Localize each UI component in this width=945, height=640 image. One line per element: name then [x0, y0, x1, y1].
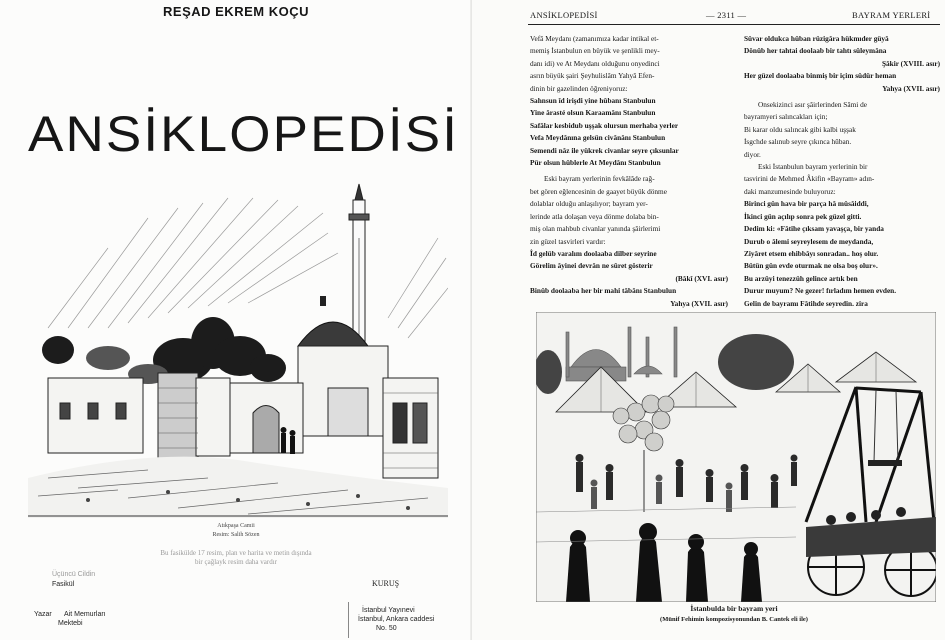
publisher-divider: [348, 602, 349, 638]
page-number: — 2311 —: [706, 10, 747, 20]
text-line: İkinci gün açılıp sonra pek güzel gitti.: [744, 211, 862, 221]
text-line: daki manzumesinde buluyoruz:: [744, 186, 836, 196]
bayram-fair-illustration: [536, 312, 936, 602]
text-line: memiş İstanbulun en büyük ve şenlikli mey-: [530, 46, 660, 56]
publisher-right-1: İstanbul Yayınevi: [362, 607, 415, 614]
text-line: lerinde atla dolaşan veya dönme dolaba bin-: [530, 211, 659, 221]
publisher-left-1: Yazar: [34, 611, 52, 618]
text-line: danı idi) ve At Meydanı olduğunu onyedinci: [530, 58, 660, 68]
publisher-left-2: Ait Memurları: [64, 611, 106, 618]
text-line: (Bâkî (XVI. asır): [675, 273, 728, 283]
text-line: Ziyâret etsem ehibbâyı sonradan.. hoş olur.: [744, 248, 879, 258]
fascicle-label: Üçüncü Cildin: [52, 571, 96, 578]
text-line: Vefâ Meydanı (zamanımıza kadar intikal et-: [530, 34, 659, 43]
header-rule: [528, 24, 940, 25]
text-line: Şâkir (XVIII. asır): [881, 58, 940, 68]
fascicle-note-line1: Bu fasikülde 17 resim, plan ve harita ve metin dışında: [160, 549, 312, 557]
price-label: KURUŞ: [372, 579, 400, 588]
text-column-left: [530, 33, 728, 310]
text-line: Yahya (XVII. asır): [882, 83, 940, 93]
illustration-caption-title: Atıkpaşa Camii: [217, 523, 255, 529]
mosque-illustration: [28, 178, 448, 518]
text-line: Bütün gün evde oturmak ne olsa boş olur».: [744, 261, 878, 271]
text-line: Safâlar kesbidub uşşak olursun merhaba yerler: [530, 120, 679, 130]
text-line: Her güzel doolaaba binmiş bir içim südür heman: [744, 71, 897, 81]
author-name: REŞAD EKREM KOÇU: [163, 4, 309, 19]
text-line: asrın büyük şairi Şeyhulislâm Yahyâ Efen-: [530, 71, 655, 81]
text-line: Görelim âyinei devrân ne sûret gösterir: [530, 261, 653, 271]
text-line: Vefa Meydânına gelsün civânânı Stanbulun: [530, 133, 666, 143]
text-line: Yine ârasté olsun Karaamânı Stanbulun: [530, 108, 656, 118]
text-line: Îd gelüb varalım doolaaba dilber seyrine: [530, 248, 657, 258]
illustration-caption-title: İstanbulda bir bayram yeri: [690, 604, 778, 613]
text-line: Durur muyum? Ne gezer! fırladım hemen evden.: [744, 286, 897, 296]
publisher-left-3: Mektebi: [58, 620, 83, 627]
publisher-right-2: İstanbul, Ankara caddesi: [358, 616, 435, 623]
text-line: diyor.: [744, 149, 761, 159]
text-line: Semendi nâz ile yükrek civanlar seyre çıksunlar: [530, 145, 679, 155]
text-line: miş olan mahbub civanlar yanında şâirlerimi: [530, 224, 661, 234]
illustration-caption-credit: (Münif Fehimin kompozisyonundan B. Cantek eli ile): [660, 616, 808, 623]
text-line: İsgchde salınub seyre çıkınca hûban.: [744, 137, 852, 147]
text-line: Sahnsun îd irişdi yine hûbanı Stanbulun: [530, 96, 656, 106]
running-header-left: ANSİKLOPEDİSİ: [530, 10, 598, 20]
text-line: Dönüb her tahtai doolaab bir tahtı süleymâna: [744, 46, 887, 56]
text-line: Yahya (XVII. asır): [670, 298, 728, 308]
text-line: dolablar olduğu anlaşılıyor; bayram yer-: [530, 199, 648, 209]
text-line: bet gören eğlencesinin de gaayet büyük dönme: [530, 186, 667, 196]
left-page-cover: [0, 0, 472, 640]
text-line: Birinci gün hava bir parça hâ müsâiddi,: [744, 199, 869, 209]
text-line: bayramyeri salıncakları için;: [744, 112, 828, 122]
text-column-right: [744, 33, 940, 322]
text-line: tasvirini de Mehmed Âkifin «Bayram» adın-: [744, 174, 875, 184]
text-line: Onsekizinci asır şâirlerinden Sâmi de: [758, 100, 868, 110]
text-line: Binüb doolaaba her bir mahi tâbânı Stanbulun: [530, 286, 677, 296]
illustration-caption-credit: Resim: Salih Sözen: [212, 532, 260, 538]
text-line: Süvar oldukca hûban rüzigâra hükmıder güyâ: [744, 34, 889, 43]
text-line: Gelin de bayramı Fâtihde seyredin. zira: [744, 298, 868, 308]
text-line: Eski bayram yerlerinin fevkâlâde rağ-: [544, 174, 655, 184]
text-line: Pür olsun hûblerle At Meydânı Stanbulun: [530, 158, 661, 168]
text-line: Eski İstanbulun bayram yerlerinin bir: [758, 162, 868, 172]
text-line: Durub o âlemi seyreylesem de meydanda,: [744, 236, 874, 246]
encyclopedia-title: ANSİKLOPEDİSİ: [28, 106, 460, 162]
text-line: Bu arzûyi tenezzüh gelince artık ben: [744, 273, 858, 283]
running-header-right: BAYRAM YERLERİ: [852, 10, 931, 20]
text-line: Dedim ki: «Fâtihe çıksam yavaşça, bir yanda: [744, 224, 884, 234]
publisher-right-3: No. 50: [376, 625, 397, 632]
fascicle-word: Fasikül: [52, 581, 75, 588]
text-line: dinin bir gazelinden öğreniyoruz:: [530, 83, 628, 93]
text-line: Bi karar oldu salıncak gibi kalbi uşşak: [744, 124, 856, 134]
fascicle-note-line2: bir çağlayk resim daha vardır: [194, 558, 278, 566]
text-line: zin güzel tasvirleri vardır:: [530, 236, 606, 246]
